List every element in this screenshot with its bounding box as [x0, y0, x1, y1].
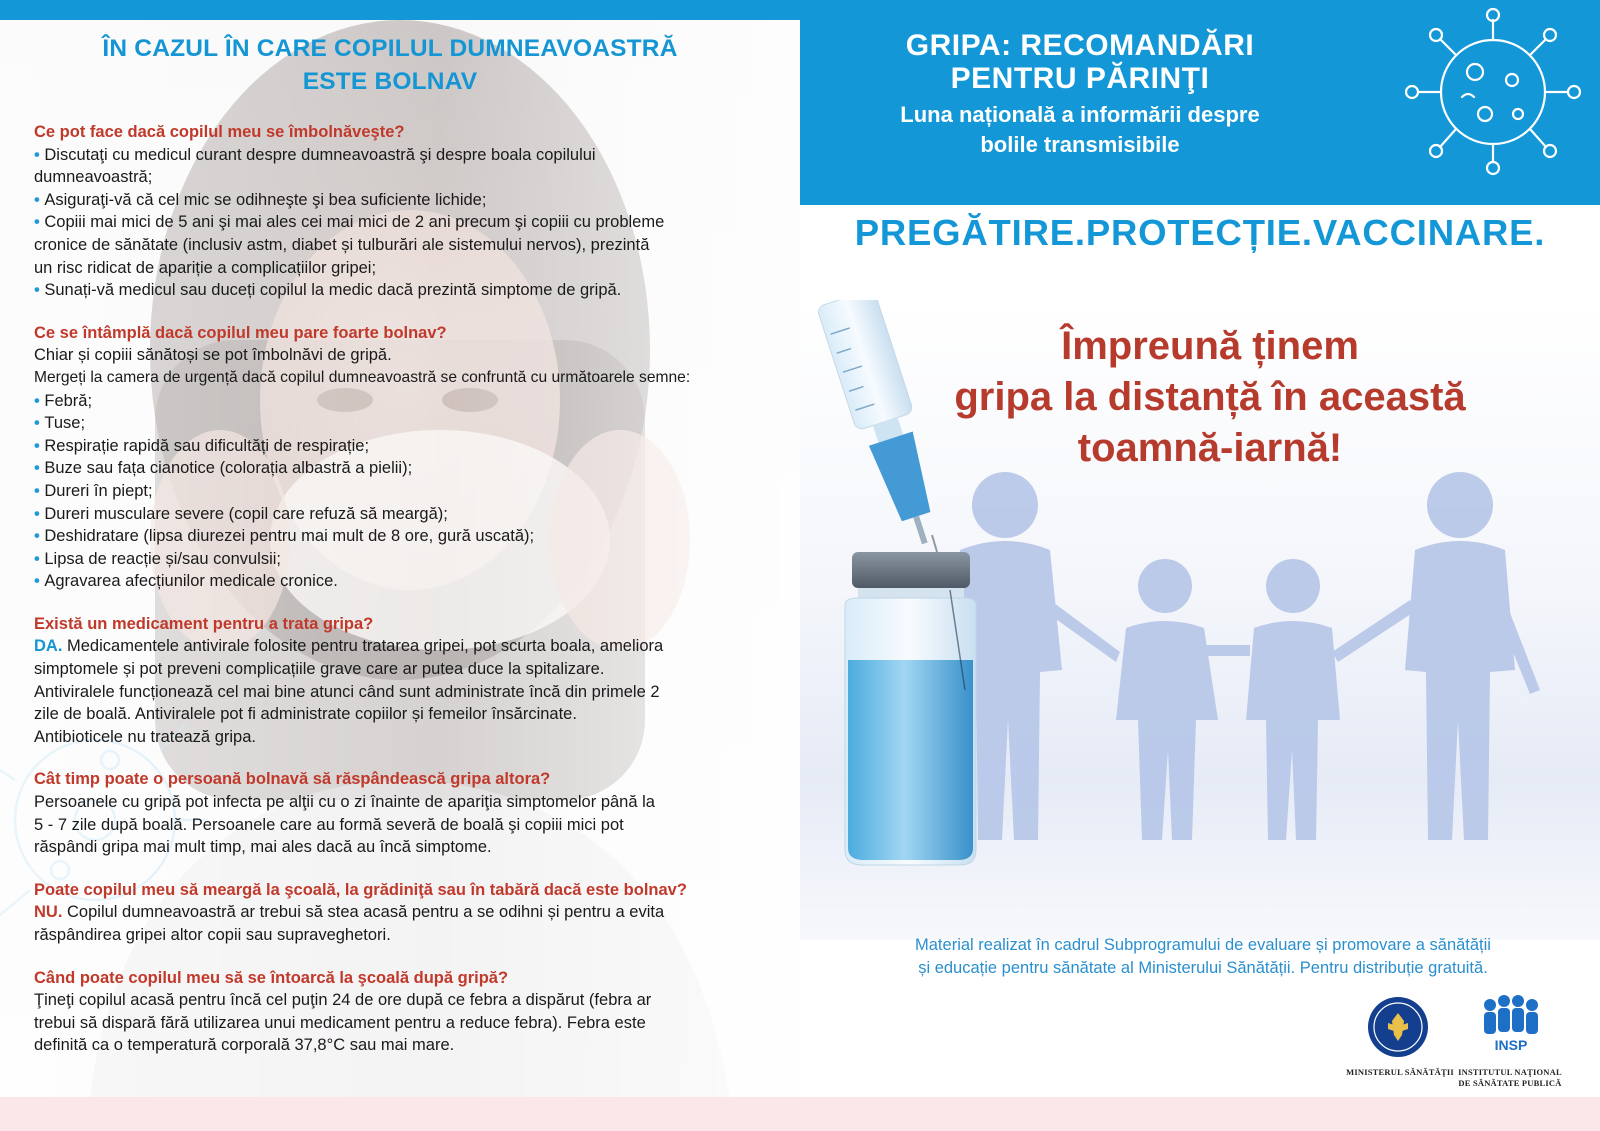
insp-name-line2: DE SĂNĂTATE PUBLICĂ	[1458, 1078, 1562, 1088]
bullet: •	[34, 459, 45, 478]
bullet: •	[34, 281, 45, 300]
section-medication	[34, 613, 762, 749]
insp-abbr: INSP	[1494, 1037, 1528, 1053]
illustration-scene	[800, 300, 1600, 940]
header-box	[800, 0, 1600, 205]
text-line: Antibioticele nu tratează gripa.	[34, 727, 256, 746]
bullet: •	[34, 391, 45, 410]
header-title-line2: PENTRU PĂRINŢI	[950, 62, 1210, 95]
question-heading: Există un medicament pentru a trata gripa?	[34, 614, 374, 633]
credits	[820, 934, 1586, 980]
credits-line1: Material realizat în cadrul Subprogramului de evaluare și promovare a sănătății	[915, 936, 1491, 954]
bullet: •	[34, 572, 45, 591]
emergency-sign-item: • Lipsa de reacție și/sau convulsii;	[34, 549, 281, 568]
bullet: •	[34, 549, 45, 568]
left-title	[40, 32, 740, 98]
right-panel	[800, 0, 1600, 1097]
emergency-sign-item: • Dureri musculare severe (copil care refuză să meargă);	[34, 504, 448, 523]
text-line: 5 - 7 zile după boală. Persoanele care au formă severă de boală şi copiii mici pot	[34, 815, 624, 834]
emergency-signs-list	[34, 390, 762, 593]
ministry-name: MINISTERUL SĂNĂTĂŢII	[1346, 1067, 1454, 1077]
bullet: •	[34, 436, 45, 455]
text-line: • Asiguraţi-vă că cel mic se odihneşte şi bea suficiente lichide;	[34, 190, 487, 209]
insp-logo-block	[1445, 995, 1575, 1095]
header-subtitle	[900, 100, 1260, 160]
top-blue-strip	[0, 0, 800, 20]
virus-icon	[1390, 2, 1596, 177]
text-line: Persoanele cu gripă pot infecta pe alţii cu o zi înainte de apariţia simptomelor până la	[34, 793, 655, 812]
text-line: cronice de sănătate (inclusiv astm, diabet și tulburări ale sistemului nervos), prezintă	[34, 235, 650, 254]
text-line: Chiar și copiii sănătoși se pot îmbolnăvi de gripă.	[34, 346, 392, 365]
question-heading: Poate copilul meu să meargă la şcoală, la grădiniţă sau în tabără dacă este bolnav?	[34, 880, 687, 899]
text-line: definită ca o temperatură corporală 37,8°C sau mai mare.	[34, 1036, 455, 1055]
section-emergency-signs	[34, 322, 762, 593]
left-title-line2: ESTE BOLNAV	[302, 68, 478, 95]
emergency-sign-item: • Buze sau fața cianotice (colorația albastră a pielii);	[34, 459, 413, 478]
slogan-line3: toamnă-iarnă!	[1077, 426, 1343, 470]
text-line: DA. Medicamentele antivirale folosite pentru tratarea gripei, pot scurta boala, ameliora	[34, 637, 664, 656]
header-subtitle-line1: Luna națională a informării despre	[900, 102, 1260, 127]
left-title-line1: ÎN CAZUL ÎN CARE COPILUL DUMNEAVOASTRĂ	[102, 35, 678, 62]
text-line: NU. Copilul dumneavoastră ar trebui să stea acasă pentru a se odihni și pentru a evita	[34, 903, 665, 922]
bullet: •	[34, 481, 45, 500]
question-heading: Cât timp poate o persoană bolnavă să răspândească gripa altora?	[34, 770, 551, 789]
bullet: •	[34, 190, 45, 209]
slogan	[930, 321, 1490, 474]
text-line: un risc ridicat de apariție a complicațiilor gripei;	[34, 258, 377, 277]
text-line: • Sunați-vă medicul sau duceți copilul la medic dacă prezintă simptome de gripă.	[34, 281, 622, 300]
text-line: • Discutaţi cu medicul curant despre dumneavoastră şi despre boala copilului	[34, 145, 596, 164]
emergency-sign-item: • Respirație rapidă sau dificultăți de respirație;	[34, 436, 370, 455]
header-title-line1: GRIPA: RECOMANDĂRI	[905, 29, 1255, 62]
question-heading: Când poate copilul meu să se întoarcă la şcoală după gripă?	[34, 968, 509, 987]
bullet: •	[34, 213, 45, 232]
bullet: •	[34, 527, 45, 546]
insp-name	[1445, 1067, 1575, 1089]
header-subtitle-line2: bolile transmisibile	[980, 132, 1180, 157]
section-return-to-school	[34, 967, 762, 1057]
text-line: zile de boală. Antiviralele pot fi administrate copiilor și femeilor însărcinate.	[34, 705, 577, 724]
section-contagion	[34, 768, 762, 858]
tagline: PREGĂTIRE.PROTECȚIE.VACCINARE.	[854, 212, 1546, 253]
text-line: răspândi gripa mai mult timp, mai ales dacă au încă simptome.	[34, 838, 492, 857]
credits-line2: și educație pentru sănătate al Ministerului Sănătății. Pentru distribuție gratuită.	[918, 959, 1488, 977]
section-illness-care	[34, 121, 762, 302]
emergency-sign-item: • Febră;	[34, 391, 93, 410]
emergency-sign-item: • Tuse;	[34, 414, 86, 433]
bullet: •	[34, 145, 45, 164]
text-line: trebui să dispară fără utilizarea unui medicament pentru a reduce febra). Febra este	[34, 1013, 646, 1032]
government-seal-logo	[1366, 995, 1430, 1059]
header-title	[900, 29, 1260, 95]
slogan-line2: gripa la distanță în această	[954, 375, 1466, 419]
text-line: Antiviralele funcționează cel mai bine atunci când sunt administrate încă din primele 2	[34, 682, 660, 701]
slogan-line1: Împreună ținem	[1061, 324, 1359, 368]
emergency-sign-item: • Deshidratare (lipsa diurezei pentru mai mult de 8 ore, gură uscată);	[34, 527, 535, 546]
text-line: Mergeți la camera de urgență dacă copilul dumneavoastră se confruntă cu următoarele semne:	[34, 368, 691, 386]
question-heading: Ce pot face dacă copilul meu se îmbolnăveşte?	[34, 123, 405, 141]
insp-name-line1: INSTITUTUL NAŢIONAL	[1458, 1067, 1562, 1077]
text-line: dumneavoastră;	[34, 168, 153, 187]
insp-logo	[1478, 995, 1544, 1053]
answer-no: NU.	[34, 903, 63, 922]
text-line: • Copiii mai mici de 5 ani şi mai ales cei mai mici de 2 ani precum şi copiii cu probleme	[34, 213, 665, 232]
bottom-pink-band	[0, 1097, 1600, 1131]
bullet: •	[34, 414, 45, 433]
left-content	[34, 121, 762, 1077]
bullet: •	[34, 504, 45, 523]
text-line: Ţineţi copilul acasă pentru încă cel puţin 24 de ore după ce febra a dispărut (febra ar	[34, 991, 652, 1010]
question-heading: Ce se întâmplă dacă copilul meu pare foarte bolnav?	[34, 323, 447, 342]
emergency-sign-item: • Agravarea afecțiunilor medicale cronice.	[34, 572, 338, 591]
emergency-sign-item: • Dureri în piept;	[34, 481, 153, 500]
section-school-attendance	[34, 879, 762, 947]
text-line: simptomele și pot preveni complicațiile grave care ar putea duce la spitalizare.	[34, 660, 605, 679]
text-line: răspândirea gripei altor copii sau supraveghetori.	[34, 926, 391, 944]
answer-yes: DA.	[34, 637, 63, 656]
